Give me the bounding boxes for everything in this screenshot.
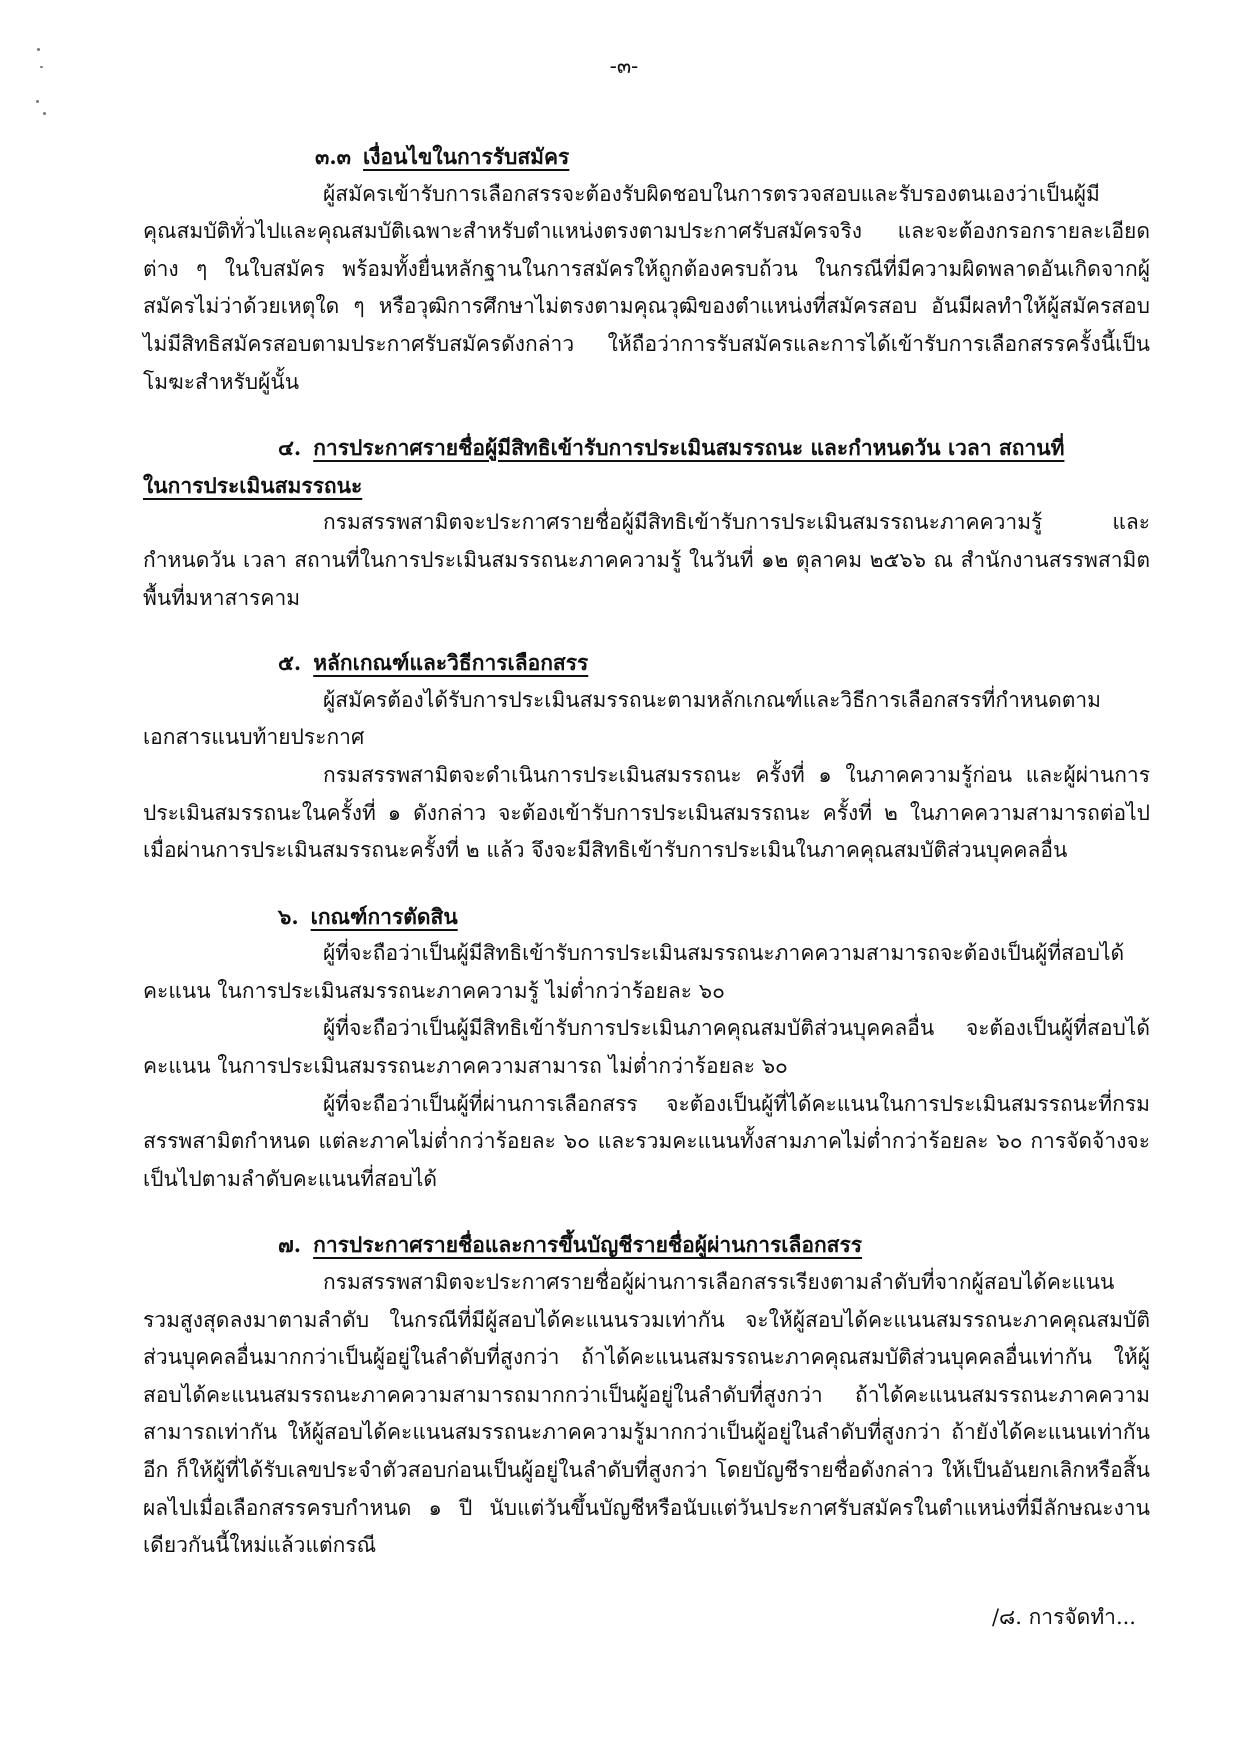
paragraph: ผู้สมัครต้องได้รับการประเมินสมรรถนะตามหลักเกณฑ์และวิธีการเลือกสรรที่กำหนดตามเอกสารแนบท้ายประกาศ bbox=[143, 687, 1102, 750]
page-number: -๓- bbox=[609, 54, 639, 78]
section-title: เงื่อนไขในการรับสมัคร bbox=[363, 144, 570, 169]
section-number: ๔. bbox=[278, 435, 302, 461]
section-title: การประกาศรายชื่อผู้มีสิทธิเข้ารับการประเมินสมรรถนะ และกำหนดวัน เวลา สถานที่ bbox=[313, 435, 1065, 461]
paragraph: ผู้ที่จะถือว่าเป็นผู้มีสิทธิเข้ารับการประเมินสมรรถนะภาคความสามารถจะต้องเป็นผู้ที่สอบได้คะแนน ในการประเมินสมรรถนะภาคความรู้ ไม่ต่ำกว่าร้อยละ ๖๐ bbox=[143, 941, 1125, 1003]
section-number: ๓.๓ bbox=[315, 144, 352, 169]
section-title: การประกาศรายชื่อและการขึ้นบัญชีรายชื่อผู้ผ่านการเลือกสรร bbox=[313, 1232, 863, 1258]
section-7 bbox=[143, 1226, 1150, 1564]
section-number: ๖. bbox=[278, 903, 299, 929]
paragraph: กรมสรรพสามิตจะดำเนินการประเมินสมรรถนะ ครั้งที่ ๑ ในภาคความรู้ก่อน และผู้ผ่านการประเมินสมรรถนะในครั้งที่ ๑ ดังกล่าว จะต้องเข้ารับการประเมินสมรรถนะ ครั้งที่ ๒ ในภาคความสามารถต่อไป เมื่อผ่านการประเมินสมรรถนะครั้งที่ ๒ แล้ว จึงจะมีสิทธิเข้ารับการประเมินในภาคคุณสมบัติส่วนบุคคลอื่น bbox=[143, 762, 1150, 863]
continuation-note: /๘. การจัดทำ... bbox=[991, 1605, 1136, 1629]
paragraph: ผู้สมัครเข้ารับการเลือกสรรจะต้องรับผิดชอบในการตรวจสอบและรับรองตนเองว่าเป็นผู้มีคุณสมบัติทั่วไปและคุณสมบัติเฉพาะสำหรับตำแหน่งตรงตามประกาศรับสมัครจริง และจะต้องกรอกรายละเอียดต่าง ๆ ในใบสมัคร พร้อมทั้งยื่นหลักฐานในการสมัครให้ถูกต้องครบถ้วน ในกรณีที่มีความผิดพลาดอันเกิดจากผู้สมัครไม่ว่าด้วยเหตุใด ๆ หรือวุฒิการศึกษาไม่ตรงตามคุณวุฒิของตำแหน่งที่สมัครสอบ อันมีผลทำให้ผู้สมัครสอบไม่มีสิทธิสมัครสอบตามประกาศรับสมัครดังกล่าว ให้ถือว่าการรับสมัครและการได้เข้ารับการเลือกสรรครั้งนี้เป็นโมฆะสำหรับผู้นั้น bbox=[143, 181, 1150, 394]
section-6 bbox=[143, 898, 1150, 1199]
section-5 bbox=[143, 644, 1150, 870]
paragraph: กรมสรรพสามิตจะประกาศรายชื่อผู้มีสิทธิเข้ารับการประเมินสมรรถนะภาคความรู้ และกำหนดวัน เวลา สถานที่ในการประเมินสมรรถนะภาคความรู้ ในวันที่ ๑๒ ตุลาคม ๒๕๖๖ ณ สำนักงานสรรพสามิตพื้นที่มหาสารคาม bbox=[143, 510, 1150, 610]
scan-speck bbox=[36, 100, 39, 103]
scan-speck bbox=[43, 112, 46, 115]
section-heading bbox=[143, 644, 1150, 682]
section-heading bbox=[143, 1226, 1150, 1264]
section-title-continued: ในการประเมินสมรรถนะ bbox=[143, 472, 363, 498]
document-body bbox=[143, 138, 1150, 1565]
section-heading bbox=[143, 429, 1150, 467]
section-title: หลักเกณฑ์และวิธีการเลือกสรร bbox=[313, 650, 589, 676]
section-title: เกณฑ์การตัดสิน bbox=[310, 903, 458, 929]
section-heading bbox=[143, 138, 1150, 176]
section-3-3 bbox=[143, 138, 1150, 401]
section-heading-continued bbox=[143, 467, 1150, 505]
section-4 bbox=[143, 429, 1150, 617]
section-number: ๕. bbox=[278, 650, 302, 676]
section-heading bbox=[143, 898, 1150, 936]
paragraph: ผู้ที่จะถือว่าเป็นผู้ที่ผ่านการเลือกสรร จะต้องเป็นผู้ที่ได้คะแนนในการประเมินสมรรถนะที่กรมสรรพสามิตกำหนด แต่ละภาคไม่ต่ำกว่าร้อยละ ๖๐ และรวมคะแนนทั้งสามภาคไม่ต่ำกว่าร้อยละ ๖๐ การจัดจ้างจะเป็นไปตามลำดับคะแนนที่สอบได้ bbox=[143, 1091, 1150, 1191]
paragraph: กรมสรรพสามิตจะประกาศรายชื่อผู้ผ่านการเลือกสรรเรียงตามลำดับที่จากผู้สอบได้คะแนนรวมสูงสุดลงมาตามลำดับ ในกรณีที่มีผู้สอบได้คะแนนรวมเท่ากัน จะให้ผู้สอบได้คะแนนสมรรถนะภาคคุณสมบัติส่วนบุคคลอื่นมากกว่าเป็นผู้อยู่ในลำดับที่สูงกว่า ถ้าได้คะแนนสมรรถนะภาคคุณสมบัติส่วนบุคคลอื่นเท่ากัน ให้ผู้สอบได้คะแนนสมรรถนะภาคความสามารถมากกว่าเป็นผู้อยู่ในลำดับที่สูงกว่า ถ้าได้คะแนนสมรรถนะภาคความสามารถเท่ากัน ให้ผู้สอบได้คะแนนสมรรถนะภาคความรู้มากกว่าเป็นผู้อยู่ในลำดับที่สูงกว่า ถ้ายังได้คะแนนเท่ากันอีก ก็ให้ผู้ที่ได้รับเลขประจำตัวสอบก่อนเป็นผู้อยู่ในลำดับที่สูงกว่า โดยบัญชีรายชื่อดังกล่าว ให้เป็นอันยกเลิกหรือสิ้นผลไปเมื่อเลือกสรรครบกำหนด ๑ ปี นับแต่วันขึ้นบัญชีหรือนับแต่วันประกาศรับสมัครในตำแหน่งที่มีลักษณะงานเดียวกันนี้ใหม่แล้วแต่กรณี bbox=[143, 1270, 1150, 1558]
section-number: ๗. bbox=[278, 1232, 302, 1258]
paragraph: ผู้ที่จะถือว่าเป็นผู้มีสิทธิเข้ารับการประเมินภาคคุณสมบัติส่วนบุคคลอื่น จะต้องเป็นผู้ที่สอบได้คะแนน ในการประเมินสมรรถนะภาคความสามารถ ไม่ต่ำกว่าร้อยละ ๖๐ bbox=[143, 1016, 1150, 1079]
